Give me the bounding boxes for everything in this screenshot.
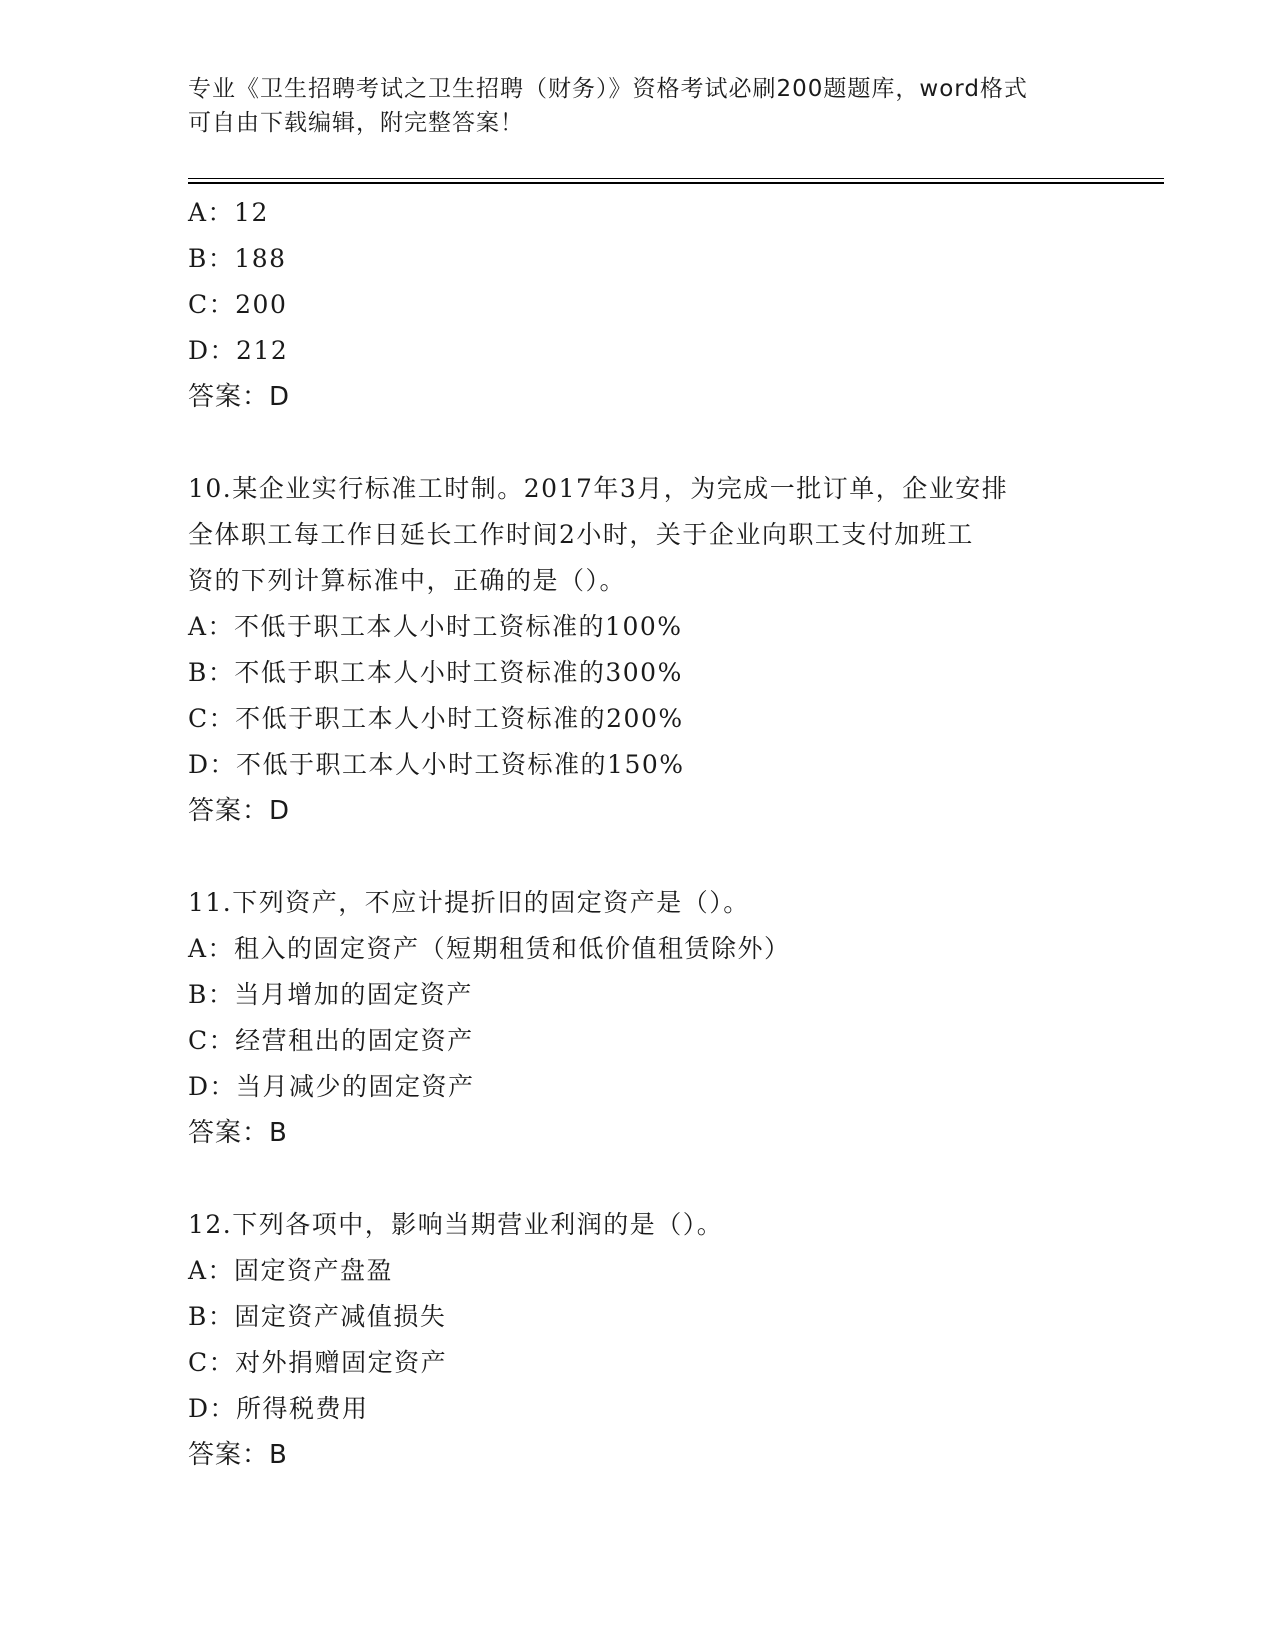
option-b: B：不低于职工本人小时工资标准的300% bbox=[188, 658, 683, 687]
answer: 答案：B bbox=[188, 1440, 288, 1470]
option-b: B：固定资产减值损失 bbox=[188, 1302, 447, 1331]
option-c: C：200 bbox=[188, 290, 288, 319]
question-stem: 10.某企业实行标准工时制。2017年3月，为完成一批订单，企业安排 bbox=[188, 474, 1009, 503]
option-d: D：212 bbox=[188, 336, 289, 365]
option-d: D：当月减少的固定资产 bbox=[188, 1072, 475, 1101]
question-stem: 资的下列计算标准中，正确的是（）。 bbox=[188, 566, 627, 595]
header-line-2: 可自由下载编辑，附完整答案！ bbox=[188, 110, 524, 136]
option-d: D：所得税费用 bbox=[188, 1394, 369, 1423]
header-divider-thick bbox=[188, 182, 1164, 184]
document-header bbox=[188, 72, 1088, 140]
question-stem: 全体职工每工作日延长工作时间2小时，关于企业向职工支付加班工 bbox=[188, 520, 974, 549]
question-9 bbox=[188, 190, 1088, 420]
option-c: C：不低于职工本人小时工资标准的200% bbox=[188, 704, 684, 733]
option-a: A：12 bbox=[188, 198, 269, 227]
answer: 答案：D bbox=[188, 382, 291, 412]
question-12 bbox=[188, 1202, 1088, 1478]
question-content bbox=[188, 190, 1088, 1478]
option-d: D：不低于职工本人小时工资标准的150% bbox=[188, 750, 685, 779]
question-10 bbox=[188, 466, 1088, 834]
answer: 答案：D bbox=[188, 796, 291, 826]
option-a: A：固定资产盘盈 bbox=[188, 1256, 394, 1285]
option-a: A：不低于职工本人小时工资标准的100% bbox=[188, 612, 683, 641]
answer: 答案：B bbox=[188, 1118, 288, 1148]
question-11 bbox=[188, 880, 1088, 1156]
question-stem: 12.下列各项中，影响当期营业利润的是（）。 bbox=[188, 1210, 724, 1239]
question-stem: 11.下列资产，不应计提折旧的固定资产是（）。 bbox=[188, 888, 750, 917]
option-b: B：当月增加的固定资产 bbox=[188, 980, 473, 1009]
option-a: A：租入的固定资产（短期租赁和低价值租赁除外） bbox=[188, 934, 791, 963]
header-line-1: 专业《卫生招聘考试之卫生招聘（财务）》资格考试必刷200题题库，word格式 bbox=[188, 76, 1028, 102]
header-divider-thin bbox=[188, 178, 1164, 179]
option-c: C：对外捐赠固定资产 bbox=[188, 1348, 448, 1377]
option-c: C：经营租出的固定资产 bbox=[188, 1026, 474, 1055]
option-b: B：188 bbox=[188, 244, 287, 273]
